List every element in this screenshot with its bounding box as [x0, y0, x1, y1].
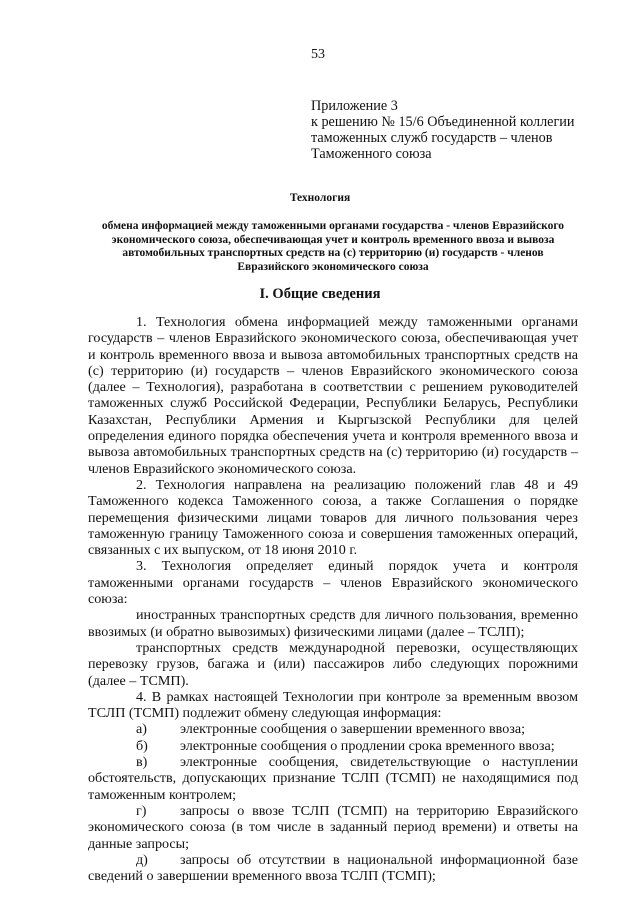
- appendix-line: Приложение 3: [311, 98, 398, 114]
- appendix-line: к решению № 15/6 Объединенной коллегии: [311, 114, 575, 130]
- appendix-line: Таможенного союза: [311, 146, 432, 162]
- document-subtitle: обмена информацией между таможенными органами государства - членов Евразийского экономического союза, обеспечивающая учет и контроль временного ввоза и вывоза автомобильных транспортных средств на (с) территорию (и) государств - членов Евразийского экономического союза: [101, 220, 565, 273]
- paragraph-3: 3. Технология определяет единый порядок учета и контроля таможенными органами государств – членов Евразийского экономического союза:: [88, 558, 578, 608]
- list-item-d: [88, 852, 578, 885]
- paragraph-2: 2. Технология направлена на реализацию положений глав 48 и 49 Таможенного кодекса Таможенного союза, а также Соглашения о порядке перемещения физическими лицами товаров для личного пользования через таможенную границу Таможенного союза и совершения таможенных операций, связанных с их выпуском, от 18 июня 2010 г.: [88, 476, 578, 559]
- list-text: запросы об отсутствии в национальной информационной базе сведений о завершении временного ввоза ТСЛП (ТСМП);: [88, 851, 578, 885]
- list-item-v: [88, 754, 578, 803]
- appendix-header: [311, 98, 574, 162]
- document-title: Технология: [289, 192, 351, 204]
- page-number: 53: [311, 47, 325, 62]
- appendix-line: таможенных служб государств – членов: [311, 130, 553, 146]
- list-marker: г): [136, 802, 147, 819]
- paragraph-4: 4. В рамках настоящей Технологии при контроле за временным ввозом ТСЛП (ТСМП) подлежит обмену следующая информация:: [88, 688, 578, 722]
- paragraph-3-item-1: иностранных транспортных средств для личного пользования, временно ввозимых (и обратно вывозимых) физическими лицами (далее – ТСЛП);: [88, 607, 578, 640]
- document-body: [88, 314, 578, 884]
- list-marker: а): [136, 721, 147, 738]
- paragraph-1: 1. Технология обмена информацией между таможенными органами государств – членов Евразийского экономического союза, обеспечивающая учет и контроль временного ввоза и вывоза автомобильных транспортных средств на (с) территорию (и) государств – членов Евразийского экономического союза (далее – Технология), разработана в соответствии с решением руководителей таможенных служб Российской Федерации, Республики Беларусь, Республики Казахстан, Республики Армения и Кыргызской Республики для целей определения единого порядка обеспечения учета и контроля временного ввоза и вывоза автомобильных транспортных средств на (с) территорию (и) государств – членов Евразийского экономического союза.: [88, 314, 578, 477]
- list-text: электронные сообщения, свидетельствующие о наступлении обстоятельств, допускающих признание ТСЛП (ТСМП) не находящимися под таможенным контролем;: [88, 754, 578, 803]
- list-text: электронные сообщения о продлении срока временного ввоза;: [180, 737, 555, 754]
- list-marker: д): [136, 851, 148, 868]
- section-heading: I. Общие сведения: [259, 286, 381, 302]
- list-item-g: [88, 803, 578, 852]
- list-text: запросы о ввозе ТСЛП (ТСМП) на территорию Евразийского экономического союза (в том числе в заданный период времени) и ответы на данные запросы;: [88, 802, 578, 852]
- list-marker: б): [136, 737, 148, 754]
- list-item-b: [88, 738, 578, 754]
- list-text: электронные сообщения о завершении временного ввоза;: [180, 721, 526, 738]
- list-item-a: [88, 721, 578, 737]
- list-marker: в): [136, 754, 148, 771]
- paragraph-3-item-2: транспортных средств международной перевозки, осуществляющих перевозку грузов, багажа и (или) пассажиров либо следующих порожними (далее – ТСМП).: [88, 639, 578, 689]
